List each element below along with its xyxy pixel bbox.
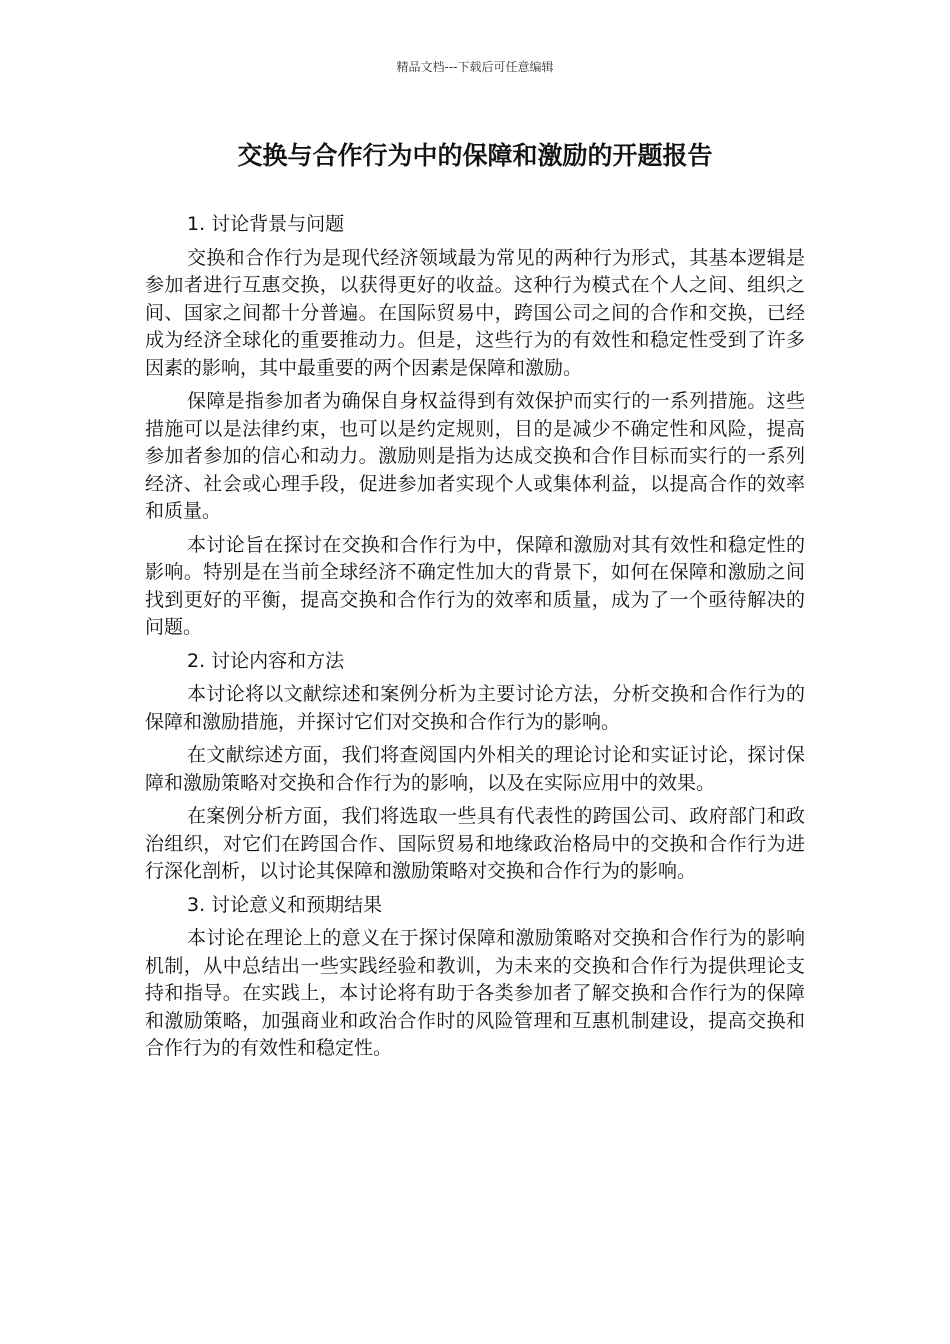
paragraph: 本讨论旨在探讨在交换和合作行为中，保障和激励对其有效性和稳定性的影响。特别是在当前全球经济不确定性加大的背景下，如何在保障和激励之间找到更好的平衡，提高交换和合作行为的效率和质量，成为了一个亟待解决的问题。 [145, 533, 805, 638]
section-background [145, 211, 805, 642]
document-title: 交换与合作行为中的保障和激励的开题报告 [237, 141, 713, 170]
paragraph: 保障是指参加者为确保自身权益得到有效保护而实行的一系列措施。这些措施可以是法律约束，也可以是约定规则，目的是减少不确定性和风险，提高参加者参加的信心和动力。激励则是指为达成交换和合作目标而实行的一系列经济、社会或心理手段，促进参加者实现个人或集体利益，以提高合作的效率和质量。 [145, 390, 805, 522]
document-body [145, 211, 805, 1069]
section-heading: 1. 讨论背景与问题 [187, 213, 345, 235]
paragraph: 本讨论将以文献综述和案例分析为主要讨论方法，分析交换和合作行为的保障和激励措施，并探讨它们对交换和合作行为的影响。 [145, 683, 805, 733]
section-significance [145, 892, 805, 1063]
header-note: 精品文档---下载后可任意编辑 [396, 60, 554, 74]
section-heading: 3. 讨论意义和预期结果 [187, 893, 383, 916]
paragraph: 在案例分析方面，我们将选取一些具有代表性的跨国公司、政府部门和政治组织，对它们在跨国合作、国际贸易和地缘政治格局中的交换和合作行为进行深化剖析，以讨论其保障和激励策略对交换和合作行为的影响。 [145, 805, 805, 882]
paragraph: 在文献综述方面，我们将查阅国内外相关的理论讨论和实证讨论，探讨保障和激励策略对交换和合作行为的影响，以及在实际应用中的效果。 [145, 744, 805, 794]
section-content-method [145, 648, 805, 886]
section-heading: 2. 讨论内容和方法 [187, 649, 345, 672]
paragraph: 本讨论在理论上的意义在于探讨保障和激励策略对交换和合作行为的影响机制，从中总结出一些实践经验和教训，为未来的交换和合作行为提供理论支持和指导。在实践上，本讨论将有助于各类参加者了解交换和合作行为的保障和激励策略，加强商业和政治合作时的风险管理和互惠机制建设，提高交换和合作行为的有效性和稳定性。 [145, 927, 805, 1059]
paragraph: 交换和合作行为是现代经济领域最为常见的两种行为形式，其基本逻辑是参加者进行互惠交换，以获得更好的收益。这种行为模式在个人之间、组织之间、国家之间都十分普遍。在国际贸易中，跨国公司之间的合作和交换，已经成为经济全球化的重要推动力。但是，这些行为的有效性和稳定性受到了许多因素的影响，其中最重要的两个因素是保障和激励。 [145, 246, 805, 379]
